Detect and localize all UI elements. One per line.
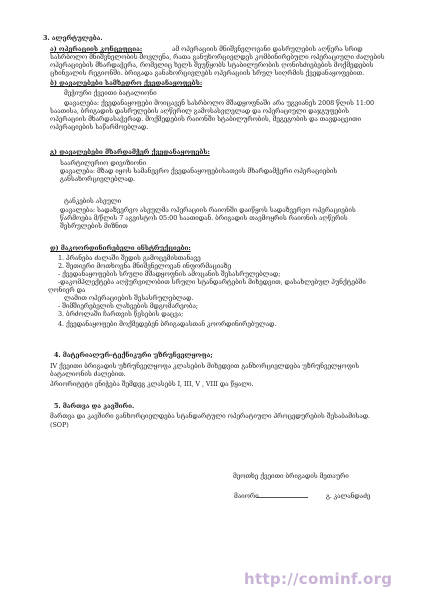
tasks-combat-units-line-2: საათისა, ბრიგადის დასრულების აღწერილ გამოსასვლელად და ოპერაციული დაჯგუფების <box>50 107 349 115</box>
concept-text-line-2: სასრბოლო მნიშვნელობის მოვლენა, რათა განუხორციელდეს კომბინირებული ოპერაციული ძალების <box>50 53 385 61</box>
instruction-2b: -დაკომპლექტება აღჭურვილობით სრული სტანდარტების მიხედვით, დასახლებულ პუნქტებში <box>58 278 366 286</box>
signature-name: გ. კალანდაძე <box>326 492 371 500</box>
logistics-line-3: პრიორიტეტი ენიჭება შემდეგ კლასებს I, III, V , VIII და წყალი. <box>50 380 254 388</box>
section-5-title: 5. მართვა და კავშირი. <box>54 402 135 410</box>
instruction-2b-cont-2: ლამით ოპერაციების შესასრულებლად. <box>64 294 194 302</box>
section-4-title: 4. მატერიალურ-ტექნიკური უზრუნველყოფა; <box>54 351 213 359</box>
logistics-line-1: IV ქვეითი ბრიგადის უზრუნველყოფა კლასების მიხედვით განხორციელდება უზრუნველყოფის <box>50 362 360 370</box>
instruction-2a: - ქვედანაყოფების სრული მშადყოფნის ამოცანის შესასრულებლად; <box>58 270 281 278</box>
watermark-url: http://cominf.org <box>244 570 393 588</box>
concept-label: ა) ოპერაციის კონცეფცია: <box>50 45 143 53</box>
concept-text-line-3: ოპერაციების მხარდაჭერა, რომელიც ხელს შეუწყობს სტაბილურობის ღონისძიებების მოქმედების <box>50 61 374 69</box>
tasks-combat-units-line-1: დავალება: ქვედანაყოფები მოიცავენ სასრბოლო მშადყოფნაში არა უგვიანეს 2008 წლის 11:00 <box>64 99 375 107</box>
signature-rank: მაიორი <box>234 492 259 500</box>
coordinating-instructions-label: დ) მაკოორდინირებელი ინსტრუქციები: <box>50 244 191 252</box>
instruction-1: 1. პრანება ძალაში შედის გამოცემისთანავე <box>58 254 201 262</box>
concept-text-line-1: ამ ოპერაციის მნიშვნელოვანი დასრულების აღწერა სრიდ <box>172 45 363 53</box>
signature-line <box>256 497 308 498</box>
tank-company-subtitle: ტანკების ასეული <box>64 197 122 205</box>
instruction-4: 4. ქვედანაყოფები მოქმედებენ ბრიგადასთან კოორდინირებულად. <box>58 320 277 328</box>
tasks-combat-units-line-3: ოპერაციის მხარდასაჭერად. მოქმედების რაიონში სტაბილურობის, მეგეგობის და თავდაცვითი <box>50 115 362 123</box>
instruction-3: 3. ბრძოლაში ჩართვის წესების დაცვა; <box>58 310 184 318</box>
artillery-task-line-1: დავალება: მზად იყოს სამანევრო ქვედანაყოფებისათვის მხარდამჭერი ოპერაციების <box>60 167 338 175</box>
section-3-title: 3. ალერტულება. <box>43 34 103 42</box>
instruction-2b-cont-1: ღონიერ და <box>48 286 86 294</box>
tasks-combat-units-subtitle: მეჭიური ქვეითი ბატალიონი <box>64 89 157 97</box>
tank-task-line-3: შესრულების მიზნით <box>60 222 128 230</box>
command-line-1: მართვა და კავშირი განხორციელდება სტანდარტული ოპერატიული პროცედურების შესაბამისად. <box>50 412 370 420</box>
artillery-division-subtitle: საარტილერიო დივიზიონი <box>60 159 147 167</box>
signature-title: მეოთხე ქვეითი ბრიგადის მეთაური <box>233 472 349 480</box>
artillery-task-line-2: განსახორციელებლად. <box>60 175 136 183</box>
tasks-combat-units-line-4: ოპერაციების საწარმოებლად. <box>50 123 149 131</box>
tank-task-line-2: წარმოება მ/წლის 7 აგვისტოს 05:00 საათიდან. ბრიგადის თავმოყრის რაიონის აღწერის <box>60 214 348 222</box>
logistics-line-2: ბატალიონის ძალებით. <box>50 370 126 378</box>
tasks-support-units-label: გ) დავალებები მხარდამჭერ ქვედანაყოფებს: <box>50 148 210 156</box>
instruction-2c: - შიმშიერებელის ლახვების მდგომარეობა; <box>58 302 198 310</box>
tasks-combat-units-label: ბ) დავალებები სამხედრო ქვედანაყოფებს: <box>50 79 203 87</box>
tank-task-line-1: დავალება: სადაზვერვო ასეულმა ოპერაციის რაიონში დაიწყოს სადაზვერვო ოპერაციების <box>60 206 356 214</box>
concept-text-line-4: ცხინვალის რეგიონში. ბრიგადა განახორციელებს ოპერაციის სრულ სიღრმის ქვედანაყოფებით. <box>50 69 365 77</box>
instruction-2: 2. შეთიერი მოთხოვნა მნიშვნელოვან ინფორმაციაზე <box>58 262 232 270</box>
command-line-2: (SOP) <box>50 421 69 429</box>
